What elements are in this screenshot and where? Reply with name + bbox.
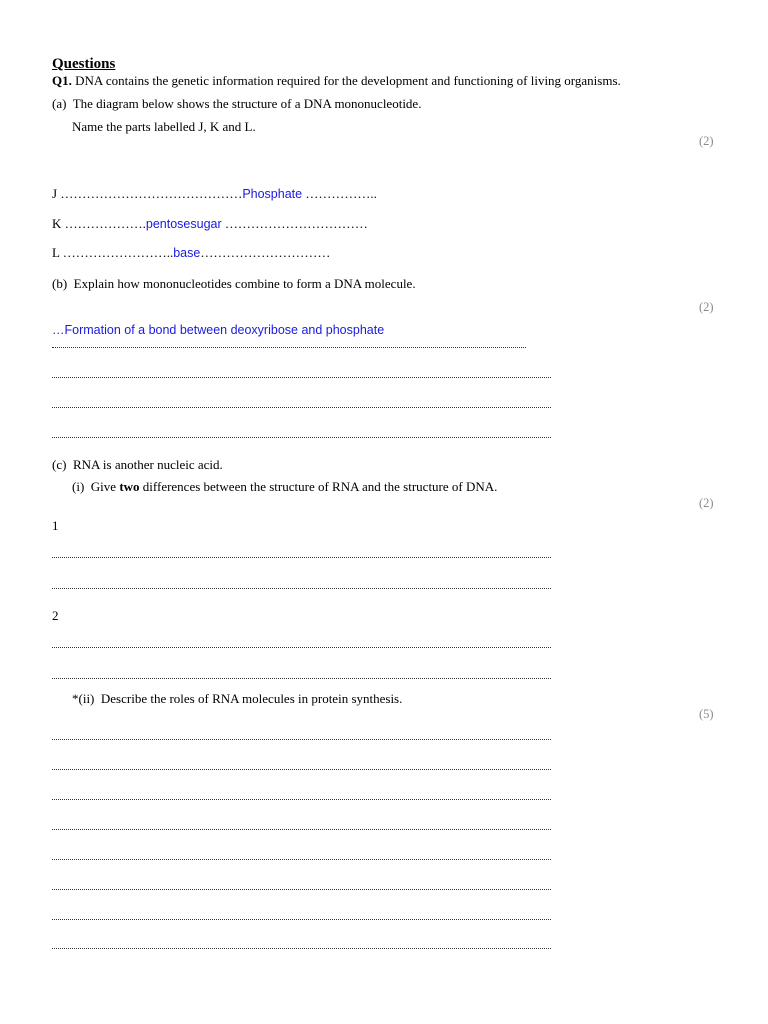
- part-c-i-marks: (2): [699, 496, 714, 510]
- part-c-i-question: [72, 480, 497, 493]
- answer-tail-l: …………………………: [200, 245, 331, 260]
- answer-j[interactable]: Phosphate: [242, 187, 303, 201]
- q1-intro-text: DNA contains the genetic information required for the development and functioning of living organisms.: [75, 73, 621, 88]
- answer-rule[interactable]: [52, 739, 551, 740]
- part-c-i-text-before: Give: [90, 479, 120, 494]
- answer-rule[interactable]: [52, 407, 551, 408]
- answer-line-k: [52, 217, 368, 231]
- answer-tail-k: ……………………………: [221, 216, 368, 231]
- part-c-label: (c): [52, 457, 67, 472]
- answer-lead-j: ……………………………………: [60, 186, 243, 201]
- page-title: Questions: [52, 56, 116, 72]
- q1-intro: [52, 74, 621, 87]
- part-b-marks: (2): [699, 300, 714, 314]
- answer-letter-l: L: [52, 245, 60, 260]
- answer-line-l: [52, 246, 330, 260]
- part-a-label: (a): [52, 96, 67, 111]
- answer-tail-j: ……………..: [302, 186, 377, 201]
- answer-letter-k: K: [52, 216, 62, 231]
- answer-rule[interactable]: [52, 829, 551, 830]
- answer-letter-j: J: [52, 186, 58, 201]
- q1-number: Q1.: [52, 73, 72, 88]
- answer-line-j: [52, 187, 377, 201]
- part-c-i-label: (i): [72, 479, 85, 494]
- answer-rule[interactable]: [52, 678, 551, 679]
- part-c-ii-question: [72, 692, 402, 705]
- part-b-answer[interactable]: Formation of a bond between deoxyribose and phosphate: [64, 323, 385, 337]
- part-b-answer-prefix: …: [52, 323, 65, 337]
- part-c-ii-marks: (5): [699, 707, 714, 721]
- answer-lead-l: ……………………..: [62, 245, 174, 260]
- answer-rule[interactable]: [52, 557, 551, 558]
- part-c-i-text-after: differences between the structure of RNA and the structure of DNA.: [139, 479, 498, 494]
- part-a-question: [52, 97, 421, 110]
- answer-rule[interactable]: [52, 437, 551, 438]
- difference-2-label: 2: [52, 608, 59, 623]
- answer-rule[interactable]: [52, 919, 551, 920]
- part-a-marks: (2): [699, 134, 714, 148]
- answer-rule[interactable]: [52, 799, 551, 800]
- answer-lead-k: ……………….: [64, 216, 146, 231]
- answer-rule[interactable]: [52, 377, 551, 378]
- difference-1-label: 1: [52, 518, 59, 533]
- answer-rule[interactable]: [52, 948, 551, 949]
- answer-l[interactable]: base: [173, 246, 201, 260]
- answer-rule[interactable]: [52, 588, 551, 589]
- answer-rule[interactable]: [52, 647, 551, 648]
- answer-rule[interactable]: [52, 859, 551, 860]
- part-c-question: [52, 458, 223, 471]
- part-b-question: [52, 277, 416, 290]
- part-a-instruction: Name the parts labelled J, K and L.: [72, 119, 256, 134]
- part-c-ii-label: *(ii): [72, 691, 95, 706]
- answer-rule[interactable]: [52, 889, 551, 890]
- answer-rule[interactable]: [52, 347, 526, 348]
- part-c-i-text-bold: two: [119, 479, 140, 494]
- part-c-text: RNA is another nucleic acid.: [72, 457, 223, 472]
- answer-k[interactable]: pentosesugar: [145, 217, 222, 231]
- part-b-label: (b): [52, 276, 68, 291]
- part-b-text: Explain how mononucleotides combine to form a DNA molecule.: [73, 276, 416, 291]
- answer-rule[interactable]: [52, 769, 551, 770]
- part-b-answer-line[interactable]: [52, 323, 384, 337]
- part-a-text: The diagram below shows the structure of a DNA mononucleotide.: [72, 96, 422, 111]
- part-c-ii-text: Describe the roles of RNA molecules in protein synthesis.: [100, 691, 403, 706]
